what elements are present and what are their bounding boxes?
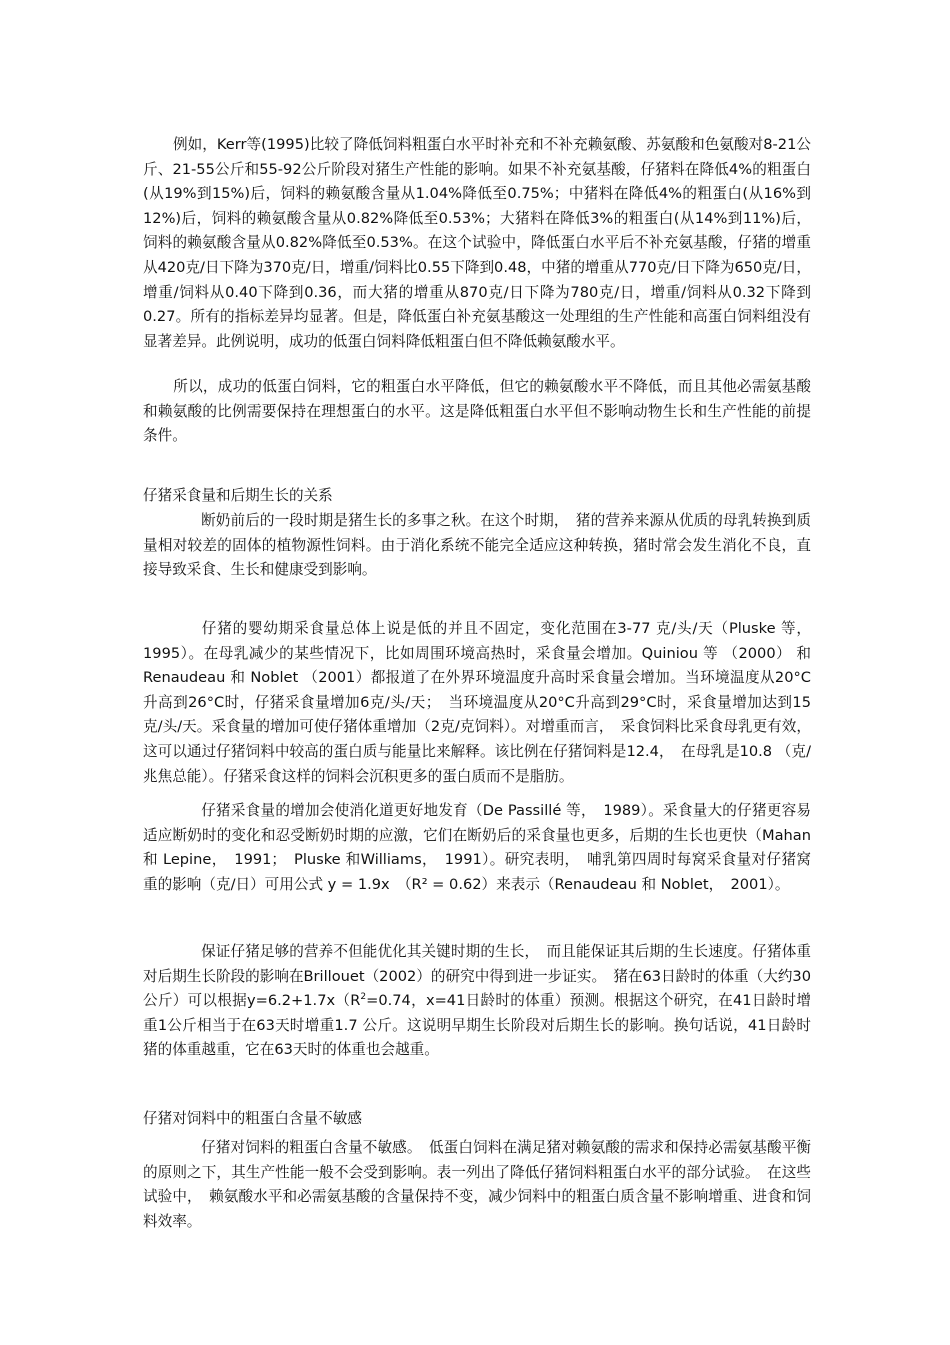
paragraph-text: 仔猪采食量的增加会使消化道更好地发育（De Passillé 等， 1989）。采食量大的仔猪更容易适应断奶时的变化和忍受断奶时期的应激，它们在断奶后的采食量也更多，后期的生长也更快（Mahan 和 Lepine， 1991； Pluske 和Williams， 1991）。研究表明， 哺乳第四周时每窝采食量对仔猪窝重的影响（克/日）可用公式 y = 1.9x （R² = 0.62）来表示（Renaudeau 和 Noblet， 2001）。 bbox=[143, 802, 811, 893]
paragraph-text: 仔猪的婴幼期采食量总体上说是低的并且不固定，变化范围在3-77 克/头/天（Pluske 等，1995）。在母乳减少的某些情况下，比如周围环境高热时，采食量会增加。Quiniou 等 （2000） 和Renaudeau 和 Noblet （2001）都报道了在外界环境温度升高时采食量会增加。当环境温度从20°C升高到26°C时，仔猪采食量增加6克/头/天； 当环境温度从20°C升高到29°C时，采食量增加达到15克/头/天。采食量的增加可使仔猪体重增加（2克/克饲料）。对增重而言， 采食饲料比采食母乳更有效，这可以通过仔猪饲料中较高的蛋白质与能量比来解释。该比例在仔猪饲料是12.4， 在母乳是10.8 （克/兆焦总能）。仔猪采食这样的饲料会沉积更多的蛋白质而不是脂肪。 bbox=[143, 620, 811, 785]
superscript: 2 bbox=[360, 992, 367, 1003]
paragraph-piglet-intake bbox=[143, 617, 811, 789]
paragraph-kerr-study bbox=[143, 133, 811, 354]
paragraph-low-protein-conclusion bbox=[143, 375, 811, 449]
paragraph-text: 例如，Kerr等(1995)比较了降低饲料粗蛋白水平时补充和不补充赖氨酸、苏氨酸和色氨酸对8-21公斤、21-55公斤和55-92公斤阶段对猪生产性能的影响。如果不补充氨基酸，仔猪料在降低4%的粗蛋白(从19%到15%)后，饲料的赖氨酸含量从1.04%降低至0.75%；中猪料在降低4%的粗蛋白(从16%到12%)后，饲料的赖氨酸含量从0.82%降低至0.53%；大猪料在降低3%的粗蛋白(从14%到11%)后，饲料的赖氨酸含量从0.82%降低至0.53%。在这个试验中，降低蛋白水平后不补充氨基酸，仔猪的增重从420克/日下降为370克/日，增重/饲料比0.55下降到0.48，中猪的增重从770克/日下降为650克/日，增重/饲料从0.40下降到0.36，而大猪的增重从870克/日下降为780克/日，增重/饲料从0.32下降到0.27。所有的指标差异均显著。但是，降低蛋白补充氨基酸这一处理组的生产性能和高蛋白饲料组没有显著差异。此例说明，成功的低蛋白饲料降低粗蛋白但不降低赖氨酸水平。 bbox=[143, 136, 811, 350]
section-heading-feed-intake: 仔猪采食量和后期生长的关系 bbox=[143, 487, 333, 504]
paragraph-text: 仔猪对饲料的粗蛋白含量不敏感。 低蛋白饲料在满足猪对赖氨酸的需求和保持必需氨基酸平衡的原则之下，其生产性能一般不会受到影响。表一列出了降低仔猪饲料粗蛋白水平的部分试验。 在这些试验中， 赖氨酸水平和必需氨基酸的含量保持不变，减少饲料中的粗蛋白质含量不影响增重、进食和饲料效率。 bbox=[143, 1139, 811, 1230]
section-heading-crude-protein: 仔猪对饲料中的粗蛋白含量不敏感 bbox=[143, 1110, 362, 1127]
paragraph-protein-insensitivity bbox=[143, 1136, 811, 1234]
paragraph-later-growth bbox=[143, 940, 811, 1063]
paragraph-digestive-development bbox=[143, 799, 811, 897]
paragraph-text: 断奶前后的一段时期是猪生长的多事之秋。在这个时期， 猪的营养来源从优质的母乳转换到质量相对较差的固体的植物源性饲料。由于消化系统不能完全适应这种转换，猪时常会发生消化不良，直接导致采食、生长和健康受到影响。 bbox=[143, 512, 811, 579]
paragraph-text: 所以，成功的低蛋白饲料，它的粗蛋白水平降低，但它的赖氨酸水平不降低，而且其他必需氨基酸和赖氨酸的比例需要保持在理想蛋白的水平。这是降低粗蛋白水平但不影响动物生长和生产性能的前提条件。 bbox=[143, 378, 811, 445]
paragraph-text: 保证仔猪足够的营养不但能优化其关键时期的生长， 而且能保证其后期的生长速度。仔猪体重对后期生长阶段的影响在Brillouet（2002）的研究中得到进一步证实。 猪在63日龄时的体重（大约30公斤）可以根据y=6.2+1.7x（R bbox=[143, 943, 812, 1010]
paragraph-text: =0.74，x=41日龄时的体重）预测。根据这个研究，在41日龄时增重1公斤相当于在63天时增重1.7 公斤。这说明早期生长阶段对后期生长的影响。换句话说，41日龄时猪的体重越重，它在63天时的体重也会越重。 bbox=[143, 992, 811, 1059]
paragraph-weaning-period bbox=[143, 509, 811, 583]
